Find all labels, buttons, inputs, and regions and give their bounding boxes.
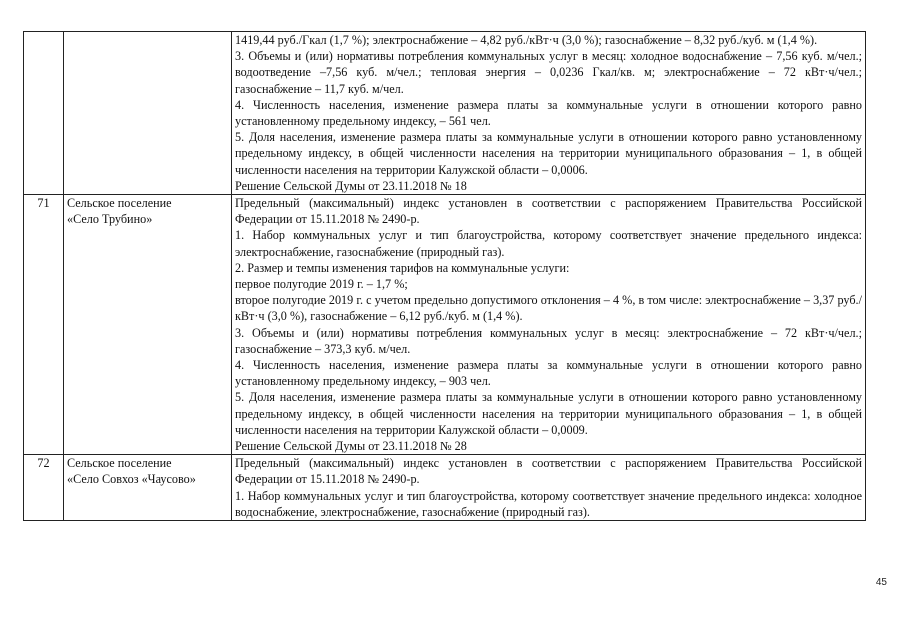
paragraph: Предельный (максимальный) индекс установлен в соответствии с распоряжением Правительства Российской Федерации от 15.11.2018 № 2490-р. xyxy=(235,196,862,227)
paragraph: 5. Доля населения, изменение размера платы за коммунальные услуги в отношении которого равно установленному предельному индексу, в общей численности населения на территории муниципального образования – 1, в общей численности населения на территории Калужской области – 0,0009. xyxy=(235,390,862,437)
row-number xyxy=(24,32,64,195)
table-row xyxy=(24,455,866,521)
row-content xyxy=(232,32,866,195)
paragraph: первое полугодие 2019 г. – 1,7 %; xyxy=(235,277,408,292)
paragraph: 2. Размер и темпы изменения тарифов на коммунальные услуги: xyxy=(235,260,570,275)
paragraph: 4. Численность населения, изменение размера платы за коммунальные услуги в отношении которого равно установленному предельному индексу, – 561 чел. xyxy=(235,97,862,129)
row-number: 71 xyxy=(24,195,64,455)
row-content xyxy=(232,195,866,455)
settlement-name: «Село Совхоз «Чаусово» xyxy=(67,472,196,487)
paragraph: 1. Набор коммунальных услуг и тип благоустройства, которому соответствует значение предельного индекса: электроснабжение, газоснабжение (природный газ). xyxy=(235,228,862,259)
row-content xyxy=(232,455,866,521)
settlement-name-cell xyxy=(64,32,232,195)
settlement-type: Сельское поселение xyxy=(67,456,172,471)
settlement-name: «Село Трубино» xyxy=(67,212,153,227)
settlement-type: Сельское поселение xyxy=(67,196,172,211)
paragraph: второе полугодие 2019 г. с учетом предельно допустимого отклонения – 4 %, в том числе: электроснабжение – 3,37 руб./кВт·ч (3,0 %), газоснабжение – 6,12 руб./куб. м (1,4 %). xyxy=(235,293,862,324)
decision-reference: Решение Сельской Думы от 23.11.2018 № 18 xyxy=(235,178,467,193)
paragraph: 3. Объемы и (или) нормативы потребления коммунальных услуг в месяц: электроснабжение – 72 кВт·ч/чел.; газоснабжение – 373,3 куб. м/чел. xyxy=(235,325,862,356)
table-row xyxy=(24,195,866,455)
paragraph: 3. Объемы и (или) нормативы потребления коммунальных услуг в месяц: холодное водоснабжение – 7,56 куб. м/чел.; водоотведение –7,56 куб. м/чел.; тепловая энергия – 0,0236 Гкал/кв. м; электроснабжение – 72 кВт·ч/чел.; газоснабжение – 11,7 куб. м/чел. xyxy=(235,49,862,96)
paragraph: 1419,44 руб./Гкал (1,7 %); электроснабжение – 4,82 руб./кВт·ч (3,0 %); газоснабжение – 8,32 руб./куб. м (1,4 %). xyxy=(235,33,818,47)
paragraph: 4. Численность населения, изменение размера платы за коммунальные услуги в отношении которого равно установленному предельному индексу, – 903 чел. xyxy=(235,358,862,389)
settlement-name-cell xyxy=(64,455,232,521)
paragraph: 5. Доля населения, изменение размера платы за коммунальные услуги в отношении которого равно установленному предельному индексу, в общей численности населения на территории муниципального образования – 1, в общей численности населения на территории Калужской области – 0,0006. xyxy=(235,130,862,177)
settlement-name-cell xyxy=(64,195,232,455)
paragraph: Предельный (максимальный) индекс установлен в соответствии с распоряжением Правительства Российской Федерации от 15.11.2018 № 2490-р. xyxy=(235,456,862,487)
decision-reference: Решение Сельской Думы от 23.11.2018 № 28 xyxy=(235,439,467,454)
document-table xyxy=(23,31,866,521)
page-number: 45 xyxy=(875,577,887,588)
table-row xyxy=(24,32,866,195)
paragraph: 1. Набор коммунальных услуг и тип благоустройства, которому соответствует значение предельного индекса: холодное водоснабжение, электроснабжение, газоснабжение (природный газ). xyxy=(235,488,862,519)
row-number: 72 xyxy=(24,455,64,521)
